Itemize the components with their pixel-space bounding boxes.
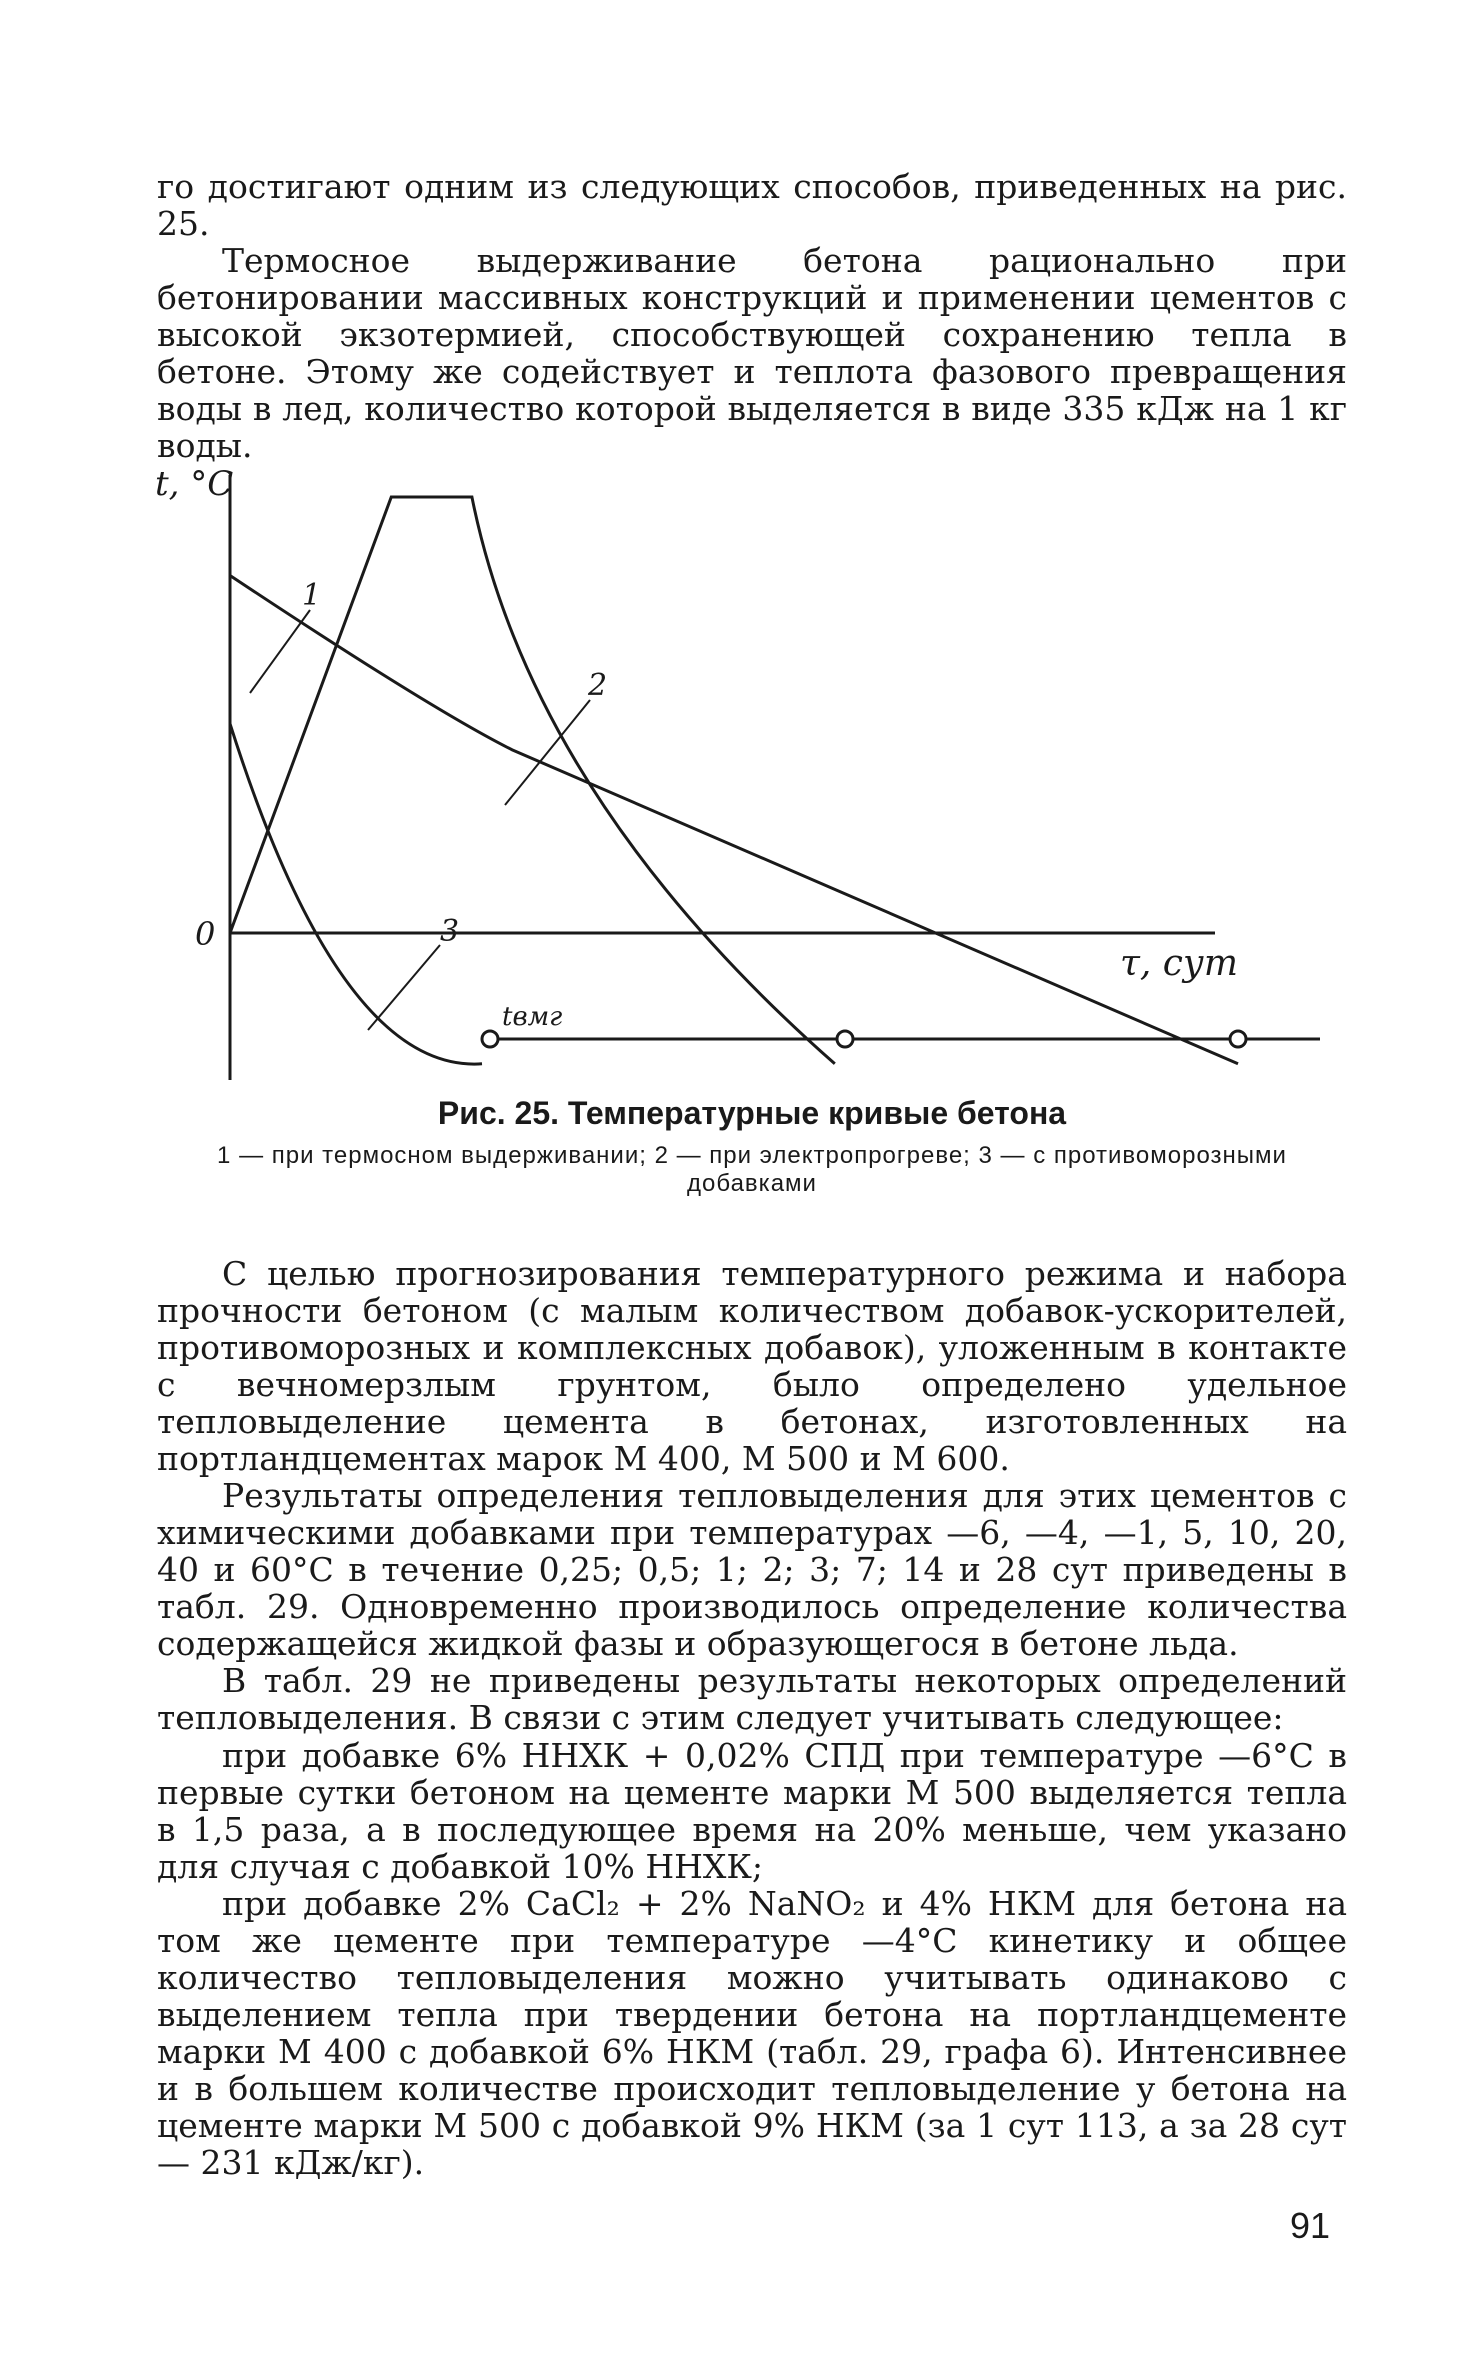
leader-1 (250, 610, 310, 693)
curve-3-label: 3 (440, 914, 460, 949)
paragraph-results: Результаты определения тепловыделения для этих цементов с химическими добавками при температурах —6, —4, —1, 5, 10, 20, 40 и 60°С в течение 0,25; 0,5; 1; 2; 3; 7; 14 и 28 сут приведены в табл. 29. Одновременно производилось определение количества содержащейся жидкой фазы и образующегося в бетоне льда. (157, 1476, 1347, 1663)
min-temperature-label: tвмг (502, 1002, 563, 1032)
paragraph-table-note: В табл. 29 не приведены результаты некоторых определений тепловыделения. В связи с этим следует учитывать следующее: (157, 1661, 1347, 1737)
curve-1-label: 1 (302, 578, 322, 613)
curve-2-label: 2 (588, 668, 608, 703)
leader-3 (368, 945, 440, 1030)
figure-caption-legend: 1 — при термосном выдерживании; 2 — при электропрогреве; 3 — с противоморозными добавками (217, 1142, 1287, 1197)
figure-caption-title: Рис. 25. Температурные кривые бетона (437, 1095, 1067, 1131)
paragraph-thermos: Термосное выдерживание бетона рационально при бетонировании массивных конструкций и применении цементов с высокой экзотермией, способствующей сохранению тепла в бетоне. Этому же содействует и теплота фазового превращения воды в лед, количество которой выделяется в виде 335 кДж на 1 кг воды. (157, 241, 1347, 465)
endpoint-marker-2 (837, 1031, 853, 1047)
curve-1-thermos (230, 575, 1238, 1063)
curve-3-antifreeze (230, 724, 482, 1064)
paragraph-goal: С целью прогнозирования температурного режима и набора прочности бетоном (с малым количеством добавок-ускорителей, противоморозных и комплексных добавок), уложенным в контакте с вечномерзлым грунтом, было определено удельное тепловыделение цемента в бетонах, изготовленных на портландцементах марок М 400, М 500 и М 600. (157, 1254, 1347, 1478)
temperature-chart (150, 455, 1330, 1095)
paragraph-nnhk: при добавке 6% ННХК + 0,02% СПД при температуре —6°С в первые сутки бетоном на цементе марки М 500 выделяется тепла в 1,5 раза, а в последующее время на 20% меньше, чем указано для случая с добавкой 10% ННХК; (157, 1736, 1347, 1886)
paragraph-intro: го достигают одним из следующих способов, приведенных на рис. 25. (157, 167, 1347, 243)
endpoint-marker-3 (482, 1031, 498, 1047)
paragraph-cacl2: при добавке 2% CaCl₂ + 2% NaNO₂ и 4% НКМ для бетона на том же цементе при температуре —4°С кинетику и общее количество тепловыделения можно учитывать одинаково с выделением тепла при твердении бетона на портландцементе марки М 400 с добавкой 6% НКМ (табл. 29, графа 6). Интенсивнее и в большем количестве происходит тепловыделение у бетона на цементе марки М 500 с добавкой 9% НКМ (за 1 сут 113, а за 28 сут — 231 кДж/кг). (157, 1884, 1347, 2182)
y-axis-label: t, °C (155, 464, 234, 504)
endpoint-marker-1 (1230, 1031, 1246, 1047)
temperature-curves-figure (150, 455, 1330, 1095)
page-number: 91 (1290, 2205, 1331, 2246)
x-axis-label: τ, сут (1120, 943, 1238, 984)
zero-label: 0 (195, 915, 216, 953)
